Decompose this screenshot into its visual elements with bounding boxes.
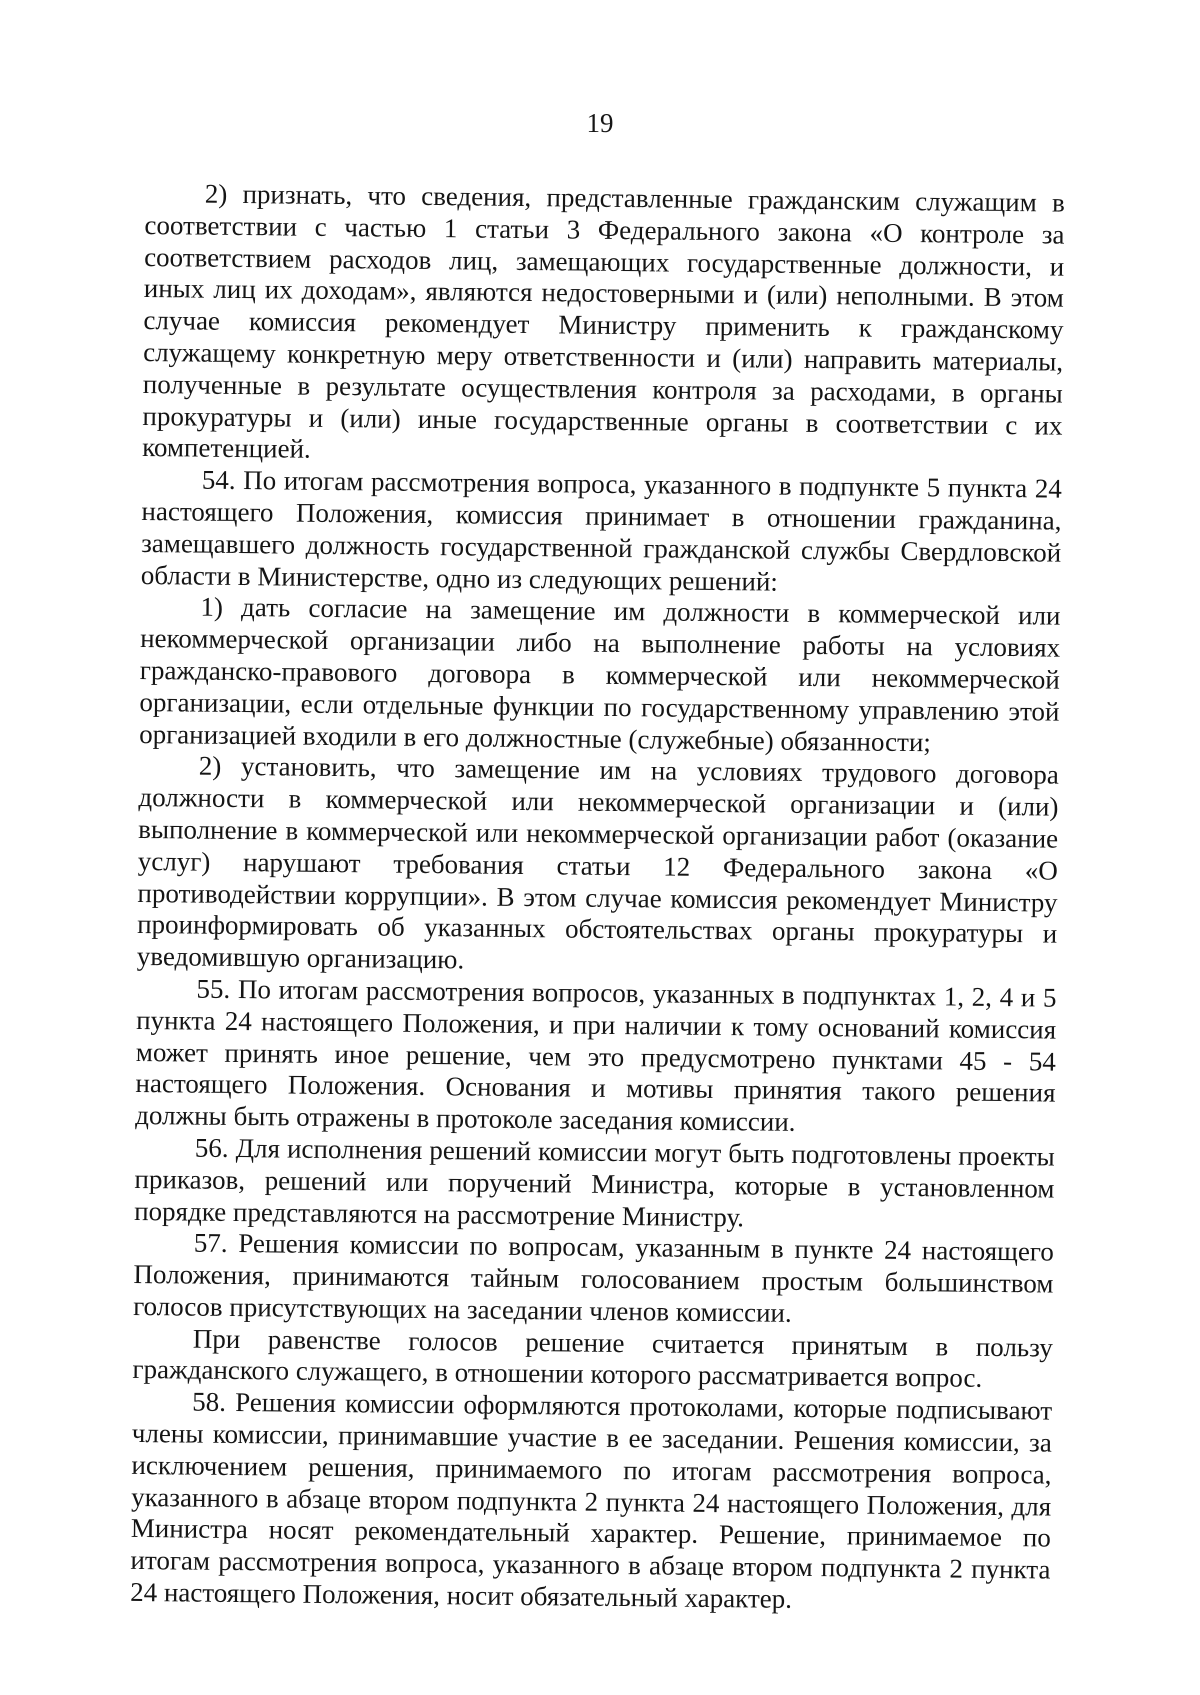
document-body	[130, 178, 1065, 1618]
paragraph-57: 57. Решения комиссии по вопросам, указанным в пункте 24 настоящего Положения, принимаются тайным голосованием простым большинством голосов присутствующих на заседании членов комиссии.	[133, 1227, 1054, 1328]
paragraph-57-tie-rule: При равенстве голосов решение считается принятым в пользу гражданского служащего, в отношении которого рассматривается вопрос.	[132, 1323, 1053, 1394]
paragraph-58: 58. Решения комиссии оформляются протоколами, которые подписывают члены комиссии, принимавшие участие в ее заседании. Решения комиссии, за исключением решения, принимаемого по итогам рассмотрения вопроса, указанного в абзаце втором подпункта 2 пункта 24 настоящего Положения, для Министра носят рекомендательный характер. Решение, принимаемое по итогам рассмотрения вопроса, указанного в абзаце втором подпункта 2 пункта 24 настоящего Положения, носит обязательный характер.	[130, 1386, 1053, 1614]
paragraph-54: 54. По итогам рассмотрения вопроса, указанного в подпункте 5 пункта 24 настоящего Положения, комиссия принимает в отношении гражданина, замещавшего должность государственной гражданской службы Свердловской области в Министерстве, одно из следующих решений:	[140, 464, 1062, 597]
paragraph-54-item-1: 1) дать согласие на замещение им должности в коммерческой или некоммерческой организации либо на выполнение работы на условиях гражданско-правового договора в коммерческой или некоммерческой организации, если отдельные функции по государственному управлению этой организацией входили в его должностные (служебные) обязанности;	[139, 591, 1061, 757]
page-number: 19	[586, 108, 614, 138]
paragraph-55: 55. По итогам рассмотрения вопросов, указанных в подпунктах 1, 2, 4 и 5 пункта 24 настоящего Положения, и при наличии к тому оснований комиссия может принять иное решение, чем это предусмотрено пунктами 45 - 54 настоящего Положения. Основания и мотивы принятия такого решения должны быть отражены в протоколе заседания комиссии.	[135, 973, 1057, 1137]
paragraph-53-item-2: 2) признать, что сведения, представленные гражданским служащим в соответствии с частью 1 статьи 3 Федерального закона «О контроле за соответствием расходов лиц, замещающих государственные должности, и иных лиц их доходам», являются недостоверными и (или) неполными. В этом случае комиссия рекомендует Министру применить к гражданскому служащему конкретную меру ответственности и (или) направить материалы, полученные в результате осуществления контроля за расходами, в органы прокуратуры и (или) иные государственные органы в соответствии с их компетенцией.	[142, 178, 1065, 465]
paragraph-54-item-2: 2) установить, что замещение им на условиях трудового договора должности в коммерческой или некоммерческой организации и (или) выполнение в коммерческой или некоммерческой организации работ (оказание услуг) нарушают требования статьи 12 Федерального закона «О противодействии коррупции». В этом случае комиссия рекомендует Министру проинформировать об указанных обстоятельствах органы прокуратуры и уведомившую организацию.	[136, 750, 1059, 975]
paragraph-56: 56. Для исполнения решений комиссии могут быть подготовлены проекты приказов, решений или поручений Министра, которые в установленном порядке представляются на рассмотрение Министру.	[134, 1132, 1055, 1232]
